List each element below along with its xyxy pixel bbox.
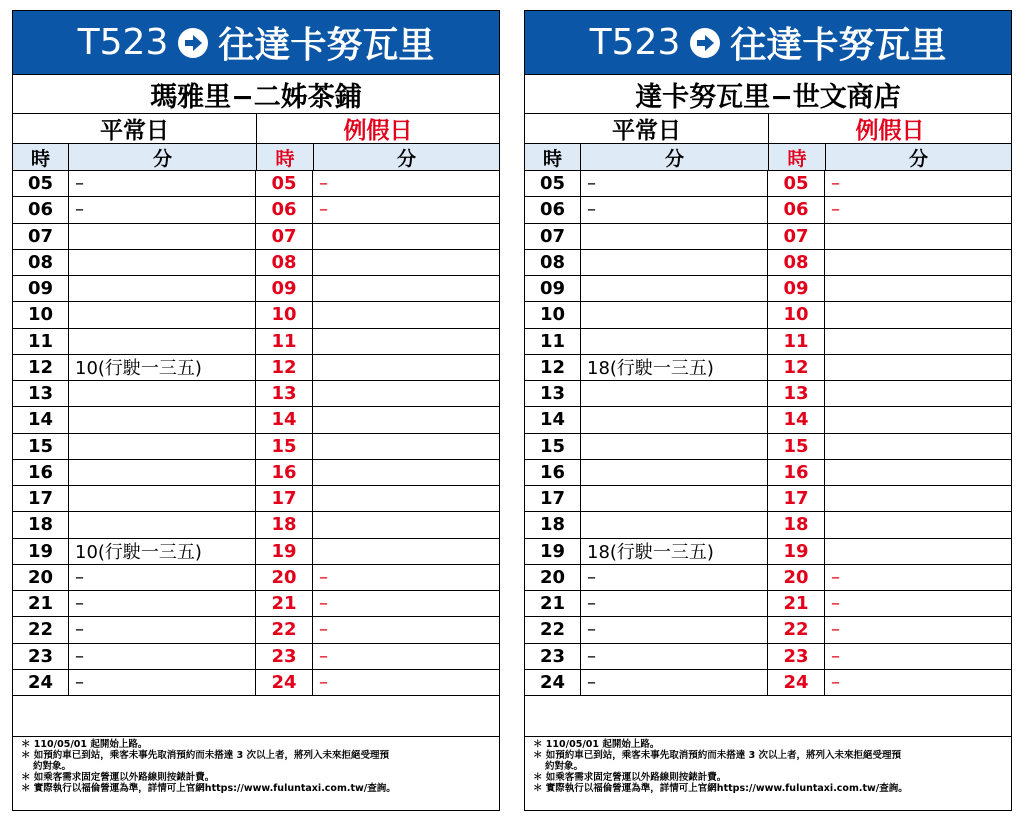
table-row — [13, 434, 499, 460]
note-line: ＊ 如乘客需求固定營運以外路線則按錶計費。 — [21, 772, 215, 783]
weekday-minute-cell — [581, 434, 768, 459]
holiday-hour-cell: 07 — [768, 224, 825, 249]
route-number: T523 — [77, 22, 169, 63]
table-row — [525, 617, 1011, 643]
weekday-hour-cell: 21 — [13, 591, 69, 616]
weekday-minute-cell — [69, 276, 256, 301]
holiday-hour-cell: 11 — [768, 329, 825, 354]
weekday-hour-cell: 22 — [525, 617, 581, 642]
holiday-hour-cell: 13 — [256, 381, 313, 406]
table-row — [13, 302, 499, 328]
weekday-hour-cell: 13 — [525, 381, 581, 406]
holiday-minute-cell: – — [831, 566, 840, 588]
holiday-minute-cell — [313, 434, 499, 459]
holiday-minute-cell — [825, 486, 1011, 511]
weekday-hour-cell: 10 — [13, 302, 69, 327]
table-row — [525, 381, 1011, 407]
weekday-hour-cell: 14 — [13, 407, 69, 432]
holiday-minute-cell — [825, 434, 1011, 459]
weekday-minute-header: 分 — [581, 144, 769, 170]
table-row — [525, 329, 1011, 355]
holiday-hour-cell: 12 — [768, 355, 825, 380]
weekday-minute-cell — [581, 276, 768, 301]
holiday-hour-cell: 17 — [256, 486, 313, 511]
holiday-minute-cell: – — [831, 593, 840, 615]
table-row — [525, 670, 1011, 696]
weekday-hour-cell: 09 — [13, 276, 69, 301]
weekday-hour-header: 時 — [13, 144, 69, 170]
table-row — [13, 381, 499, 407]
holiday-minute-cell: – — [319, 619, 328, 641]
table-row — [525, 276, 1011, 302]
holiday-minute-cell — [825, 512, 1011, 537]
table-row — [525, 355, 1011, 381]
holiday-hour-cell: 14 — [768, 407, 825, 432]
weekday-hour-cell: 10 — [525, 302, 581, 327]
table-row — [13, 329, 499, 355]
weekday-minute-cell: 10(行駛一三五) — [69, 539, 256, 564]
holiday-hour-cell: 22 — [768, 617, 825, 642]
holiday-hour-cell: 10 — [256, 302, 313, 327]
note-line: ＊ 如預約車已到站，乘客未事先取消預約而未搭達 3 次以上者，將列入未來拒絕受理預 — [533, 750, 902, 761]
holiday-minute-cell — [825, 460, 1011, 485]
day-type-header — [13, 114, 499, 144]
weekday-hour-cell: 16 — [13, 460, 69, 485]
column-header — [13, 144, 499, 171]
table-row — [13, 617, 499, 643]
table-row — [525, 302, 1011, 328]
note-line: ＊ 如乘客需求固定營運以外路線則按錶計費。 — [533, 772, 727, 783]
holiday-hour-cell: 05 — [768, 171, 825, 196]
weekday-minute-cell — [581, 224, 768, 249]
weekday-minute-cell — [69, 224, 256, 249]
holiday-minute-cell: – — [319, 671, 328, 693]
weekday-hour-cell: 15 — [13, 434, 69, 459]
holiday-hour-cell: 12 — [256, 355, 313, 380]
holiday-hour-cell: 16 — [768, 460, 825, 485]
timetable-panel-left — [12, 10, 500, 811]
weekday-hour-cell: 23 — [13, 644, 69, 669]
table-row — [525, 565, 1011, 591]
note-line: 約對象。 — [545, 761, 584, 772]
weekday-hour-cell: 12 — [525, 355, 581, 380]
holiday-hour-header: 時 — [769, 144, 826, 170]
weekday-hour-cell: 18 — [525, 512, 581, 537]
holiday-label: 例假日 — [855, 118, 925, 144]
holiday-minute-cell: – — [831, 619, 840, 641]
holiday-minute-cell — [825, 329, 1011, 354]
holiday-minute-cell: – — [319, 173, 328, 195]
holiday-minute-cell — [313, 460, 499, 485]
weekday-hour-cell: 06 — [525, 197, 581, 222]
holiday-minute-cell — [825, 539, 1011, 564]
weekday-hour-cell: 07 — [13, 224, 69, 249]
table-row — [525, 486, 1011, 512]
timetable-rows — [13, 171, 499, 696]
weekday-minute-cell — [581, 250, 768, 275]
holiday-minute-cell: – — [319, 593, 328, 615]
holiday-hour-cell: 18 — [768, 512, 825, 537]
weekday-hour-cell: 24 — [525, 670, 581, 695]
weekday-minute-cell: – — [69, 670, 256, 695]
arrow-right-circle-icon — [690, 28, 720, 58]
holiday-hour-cell: 20 — [256, 565, 313, 590]
table-row — [525, 171, 1011, 197]
weekday-hour-cell: 20 — [525, 565, 581, 590]
route-header — [13, 11, 499, 75]
weekday-minute-cell: – — [581, 565, 768, 590]
weekday-minute-cell — [581, 329, 768, 354]
weekday-minute-cell: – — [69, 565, 256, 590]
holiday-hour-cell: 17 — [768, 486, 825, 511]
table-row — [13, 486, 499, 512]
weekday-hour-cell: 05 — [13, 171, 69, 196]
notes — [13, 737, 499, 794]
holiday-minute-cell — [313, 381, 499, 406]
holiday-minute-cell — [825, 276, 1011, 301]
weekday-hour-cell: 08 — [13, 250, 69, 275]
holiday-minute-header: 分 — [908, 147, 928, 170]
weekday-minute-cell: 18(行駛一三五) — [581, 355, 768, 380]
holiday-minute-cell — [313, 302, 499, 327]
weekday-hour-cell: 23 — [525, 644, 581, 669]
weekday-hour-cell: 09 — [525, 276, 581, 301]
table-row — [525, 224, 1011, 250]
route-direction: 往達卡努瓦里 — [218, 25, 435, 66]
weekday-minute-cell: – — [581, 591, 768, 616]
route-number: T523 — [589, 22, 681, 63]
holiday-hour-cell: 16 — [256, 460, 313, 485]
weekday-minute-cell — [69, 460, 256, 485]
holiday-hour-cell: 15 — [768, 434, 825, 459]
timetable-panel-right — [524, 10, 1012, 811]
holiday-hour-cell: 05 — [256, 171, 313, 196]
table-row — [13, 591, 499, 617]
note-line: 約對象。 — [33, 761, 72, 772]
table-row — [13, 512, 499, 538]
weekday-hour-cell: 12 — [13, 355, 69, 380]
table-row — [525, 250, 1011, 276]
table-row — [525, 591, 1011, 617]
weekday-minute-cell: – — [69, 644, 256, 669]
weekday-minute-cell — [69, 302, 256, 327]
holiday-hour-cell: 06 — [768, 197, 825, 222]
holiday-hour-cell: 19 — [256, 539, 313, 564]
weekday-hour-cell: 11 — [525, 329, 581, 354]
table-row — [13, 565, 499, 591]
holiday-hour-cell: 11 — [256, 329, 313, 354]
holiday-hour-cell: 15 — [256, 434, 313, 459]
table-row — [13, 276, 499, 302]
weekday-minute-cell — [581, 486, 768, 511]
holiday-hour-cell: 21 — [256, 591, 313, 616]
table-row — [13, 250, 499, 276]
table-row — [13, 460, 499, 486]
table-row — [525, 644, 1011, 670]
weekday-minute-cell — [581, 381, 768, 406]
holiday-hour-cell: 21 — [768, 591, 825, 616]
weekday-minute-cell — [581, 460, 768, 485]
weekday-minute-cell: – — [69, 171, 256, 196]
holiday-minute-cell — [313, 276, 499, 301]
weekday-minute-cell: – — [69, 591, 256, 616]
route-stops: 達卡努瓦里−世文商店 — [525, 75, 1011, 114]
weekday-hour-cell: 20 — [13, 565, 69, 590]
weekday-hour-header: 時 — [525, 144, 581, 170]
table-row — [13, 539, 499, 565]
weekday-minute-cell: – — [581, 197, 768, 222]
note-line: ＊ 如預約車已到站，乘客未事先取消預約而未搭達 3 次以上者，將列入未來拒絕受理預 — [21, 750, 390, 761]
weekday-hour-cell: 05 — [525, 171, 581, 196]
note-line: ＊ 實際執行以福倫營運為準，詳情可上官網https://www.fuluntaxi.com.tw/查詢。 — [21, 783, 396, 794]
holiday-minute-cell — [313, 512, 499, 537]
table-row — [13, 670, 499, 696]
holiday-hour-cell: 06 — [256, 197, 313, 222]
holiday-minute-cell — [313, 355, 499, 380]
holiday-minute-cell: – — [319, 566, 328, 588]
holiday-hour-cell: 23 — [768, 644, 825, 669]
holiday-minute-cell: – — [831, 645, 840, 667]
weekday-hour-cell: 19 — [525, 539, 581, 564]
holiday-minute-cell — [825, 302, 1011, 327]
weekday-hour-cell: 21 — [525, 591, 581, 616]
weekday-minute-header: 分 — [69, 144, 257, 170]
holiday-minute-cell — [825, 250, 1011, 275]
weekday-hour-cell: 22 — [13, 617, 69, 642]
day-type-header — [525, 114, 1011, 144]
holiday-minute-cell: – — [831, 173, 840, 195]
table-row — [13, 644, 499, 670]
holiday-hour-cell: 09 — [256, 276, 313, 301]
weekday-minute-cell: – — [581, 617, 768, 642]
weekday-minute-cell: 10(行駛一三五) — [69, 355, 256, 380]
weekday-hour-cell: 07 — [525, 224, 581, 249]
holiday-minute-header: 分 — [396, 147, 416, 170]
weekday-minute-cell: – — [581, 171, 768, 196]
weekday-minute-cell — [69, 329, 256, 354]
weekday-minute-cell — [69, 512, 256, 537]
table-row — [525, 512, 1011, 538]
blank-row — [525, 696, 1011, 737]
holiday-hour-cell: 18 — [256, 512, 313, 537]
weekday-hour-cell: 24 — [13, 670, 69, 695]
holiday-minute-cell — [313, 250, 499, 275]
weekday-hour-cell: 06 — [13, 197, 69, 222]
holiday-minute-cell — [825, 355, 1011, 380]
holiday-minute-cell — [313, 329, 499, 354]
weekday-minute-cell — [69, 486, 256, 511]
table-row — [13, 355, 499, 381]
holiday-minute-cell — [313, 486, 499, 511]
weekday-minute-cell: – — [69, 617, 256, 642]
weekday-hour-cell: 15 — [525, 434, 581, 459]
route-stops: 瑪雅里−二姊茶鋪 — [13, 75, 499, 114]
table-row — [525, 460, 1011, 486]
weekday-minute-cell — [581, 302, 768, 327]
holiday-minute-cell — [825, 407, 1011, 432]
holiday-hour-cell: 08 — [768, 250, 825, 275]
weekday-hour-cell: 08 — [525, 250, 581, 275]
route-direction: 往達卡努瓦里 — [730, 25, 947, 66]
note-line: ＊ 110/05/01 起開始上路。 — [21, 739, 148, 750]
holiday-hour-cell: 08 — [256, 250, 313, 275]
holiday-minute-cell: – — [319, 645, 328, 667]
holiday-hour-cell: 24 — [256, 670, 313, 695]
holiday-minute-cell: – — [319, 199, 328, 221]
weekday-hour-cell: 16 — [525, 460, 581, 485]
weekday-hour-cell: 13 — [13, 381, 69, 406]
holiday-minute-cell: – — [831, 671, 840, 693]
holiday-minute-cell — [313, 539, 499, 564]
holiday-hour-header: 時 — [257, 144, 314, 170]
weekday-minute-cell: – — [69, 197, 256, 222]
holiday-minute-cell — [313, 224, 499, 249]
holiday-minute-cell — [825, 381, 1011, 406]
notes — [525, 737, 1011, 794]
column-header — [525, 144, 1011, 171]
weekday-minute-cell: 18(行駛一三五) — [581, 539, 768, 564]
holiday-minute-cell: – — [831, 199, 840, 221]
table-row — [525, 434, 1011, 460]
table-row — [525, 539, 1011, 565]
timetable-rows — [525, 171, 1011, 696]
weekday-minute-cell — [581, 407, 768, 432]
weekday-hour-cell: 17 — [13, 486, 69, 511]
weekday-minute-cell: – — [581, 644, 768, 669]
holiday-hour-cell: 22 — [256, 617, 313, 642]
table-row — [525, 407, 1011, 433]
holiday-hour-cell: 24 — [768, 670, 825, 695]
weekday-minute-cell: – — [581, 670, 768, 695]
weekday-minute-cell — [69, 250, 256, 275]
weekday-hour-cell: 17 — [525, 486, 581, 511]
table-row — [13, 224, 499, 250]
note-line: ＊ 110/05/01 起開始上路。 — [533, 739, 660, 750]
holiday-hour-cell: 14 — [256, 407, 313, 432]
weekday-minute-cell — [69, 381, 256, 406]
holiday-hour-cell: 10 — [768, 302, 825, 327]
holiday-hour-cell: 13 — [768, 381, 825, 406]
table-row — [13, 197, 499, 223]
blank-row — [13, 696, 499, 737]
table-row — [525, 197, 1011, 223]
table-row — [13, 407, 499, 433]
weekday-minute-cell — [69, 434, 256, 459]
holiday-hour-cell: 19 — [768, 539, 825, 564]
table-row — [13, 171, 499, 197]
weekday-hour-cell: 14 — [525, 407, 581, 432]
holiday-hour-cell: 07 — [256, 224, 313, 249]
holiday-hour-cell: 23 — [256, 644, 313, 669]
weekday-hour-cell: 11 — [13, 329, 69, 354]
holiday-label: 例假日 — [343, 118, 413, 144]
weekday-hour-cell: 18 — [13, 512, 69, 537]
holiday-minute-cell — [825, 224, 1011, 249]
route-header — [525, 11, 1011, 75]
holiday-hour-cell: 20 — [768, 565, 825, 590]
weekday-hour-cell: 19 — [13, 539, 69, 564]
weekday-minute-cell — [581, 512, 768, 537]
holiday-minute-cell — [313, 407, 499, 432]
note-line: ＊ 實際執行以福倫營運為準，詳情可上官網https://www.fuluntaxi.com.tw/查詢。 — [533, 783, 908, 794]
weekday-minute-cell — [69, 407, 256, 432]
arrow-right-circle-icon — [178, 28, 208, 58]
holiday-hour-cell: 09 — [768, 276, 825, 301]
weekday-label: 平常日 — [13, 114, 257, 143]
weekday-label: 平常日 — [525, 114, 769, 143]
